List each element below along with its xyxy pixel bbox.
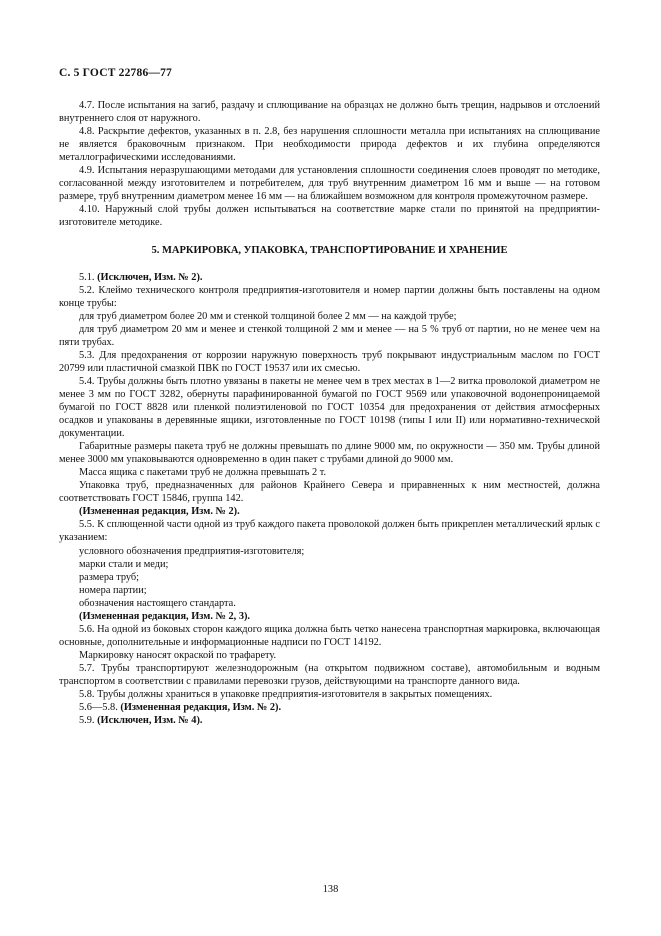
clause-5-9 — [59, 714, 600, 727]
page-header: С. 5 ГОСТ 22786—77 — [59, 67, 172, 79]
edit-note — [59, 505, 600, 518]
list-item: условного обозначения предприятия-изготовителя; — [79, 545, 305, 557]
clause-5-2-item-a: для труб диаметром более 20 мм и стенкой толщиной более 2 мм — на каждой трубе; — [79, 310, 457, 322]
edit-note-text: (Измененная редакция, Изм. № 2). — [79, 506, 240, 518]
clause-5-7: 5.7. Трубы транспортируют железнодорожным (на открытом подвижном составе), автомобильным и водным транспортом в соответствии с правилами перевозки грузов, действующими на транспорте данного вида. — [59, 662, 600, 687]
clause-5-8: 5.8. Трубы должны храниться в упаковке предприятия-изготовителя в закрытых помещениях. — [79, 689, 493, 701]
clause-5-6: 5.6. На одной из боковых сторон каждого ящика должна быть четко нанесена транспортная маркировка, включающая основные, дополнительные и информационные надписи по ГОСТ 14192. — [59, 623, 600, 648]
clause-5-3: 5.3. Для предохранения от коррозии наружную поверхность труб покрывают индустриальным маслом по ГОСТ 20799 или пластичной смазкой ПВК по ГОСТ 19537 или их смесью. — [59, 349, 600, 374]
clause-5-6-5-8 — [59, 701, 600, 714]
clause-5-4-mass: Масса ящика с пакетами труб не должна превышать 2 т. — [79, 467, 327, 479]
clause-5-6-5-8-note: (Измененная редакция, Изм. № 2). — [120, 702, 282, 714]
list-item: размера труб; — [79, 571, 140, 583]
clause-5-9-number: 5.9. — [79, 715, 95, 727]
document-body — [59, 99, 600, 727]
clause-5-1-note: (Исключен, Изм. № 2). — [97, 271, 203, 283]
clause-5-2-item-b: для труб диаметром 20 мм и менее и стенкой толщиной 2 мм и менее — на 5 % труб от партии, но не менее чем на пяти трубах. — [59, 323, 600, 348]
page-number: 138 — [322, 884, 339, 895]
clause-4-8: 4.8. Раскрытие дефектов, указанных в п. 2.8, без нарушения сплошности металла при испытаниях на сплющивание не является браковочным признаком. При необходимости природа дефектов и их глубина определяются металлографическими исследованиями. — [59, 126, 600, 164]
edit-note — [59, 610, 600, 623]
list-item: номера партии; — [79, 584, 147, 596]
clause-5-2: 5.2. Клеймо технического контроля предприятия-изготовителя и номер партии должны быть поставлены на одном конце трубы: — [59, 284, 600, 309]
clause-5-5: 5.5. К сплющенной части одной из труб каждого пакета проволокой должен быть прикреплен металлический ярлык с указанием: — [59, 519, 600, 544]
list-item: обозначения настоящего стандарта. — [79, 597, 236, 609]
clause-5-4-dimensions: Габаритные размеры пакета труб не должны превышать по длине 9000 мм, по окружности — 350 мм. Трубы длиной менее 3000 мм упаковываются одновременно в один пакет с трубами длиной до 9000 мм. — [59, 441, 600, 466]
list-item: марки стали и меди; — [79, 558, 169, 570]
clause-4-10: 4.10. Наружный слой трубы должен испытываться на соответствие марке стали по принятой на предприятии-изготовителе методике. — [59, 204, 600, 229]
edit-note-text: (Измененная редакция, Изм. № 2, 3). — [79, 610, 251, 622]
clause-5-9-note: (Исключен, Изм. № 4). — [97, 715, 203, 727]
section-title: 5. МАРКИРОВКА, УПАКОВКА, ТРАНСПОРТИРОВАНИЕ И ХРАНЕНИЕ — [151, 245, 508, 257]
clause-5-6-5-8-number: 5.6—5.8. — [79, 702, 118, 714]
clause-5-1 — [59, 271, 600, 284]
clause-4-9: 4.9. Испытания неразрушающими методами для установления сплошности соединения слоев проводят по методике, согласованной между изготовителем и потребителем, для труб внутренним диаметром 16 мм и выше — на готовом размере, труб внутренним диаметром менее 16 мм — на ближайшем возможном для контроля промежуточном размере. — [59, 165, 600, 203]
clause-5-1-number: 5.1. — [79, 271, 95, 283]
clause-5-6-stencil: Маркировку наносят окраской по трафарету. — [79, 649, 277, 661]
clause-4-7: 4.7. После испытания на загиб, раздачу и сплющивание на образцах не должно быть трещин, надрывов и отслоений внутреннего слоя от наружного. — [59, 100, 600, 125]
clause-5-4-north: Упаковка труб, предназначенных для районов Крайнего Севера и приравненных к ним местностей, должна соответствовать ГОСТ 15846, группа 142. — [59, 480, 600, 505]
clause-5-4: 5.4. Трубы должны быть плотно увязаны в пакеты не менее чем в трех местах в 1—2 витка проволокой диаметром не менее 3 мм по ГОСТ 3282, обернуты парафинированной бумагой по ГОСТ 9569 или упаковочной водонепроницаемой бумагой по ГОСТ 8828 или пленкой полиэтиленовой по ГОСТ 10354 для предохранения от действия атмосферных осадков и упакованы в деревянные ящики, изготовленные по ГОСТ 10198 (типы I или II) или нормативно-технической документации. — [59, 375, 600, 440]
